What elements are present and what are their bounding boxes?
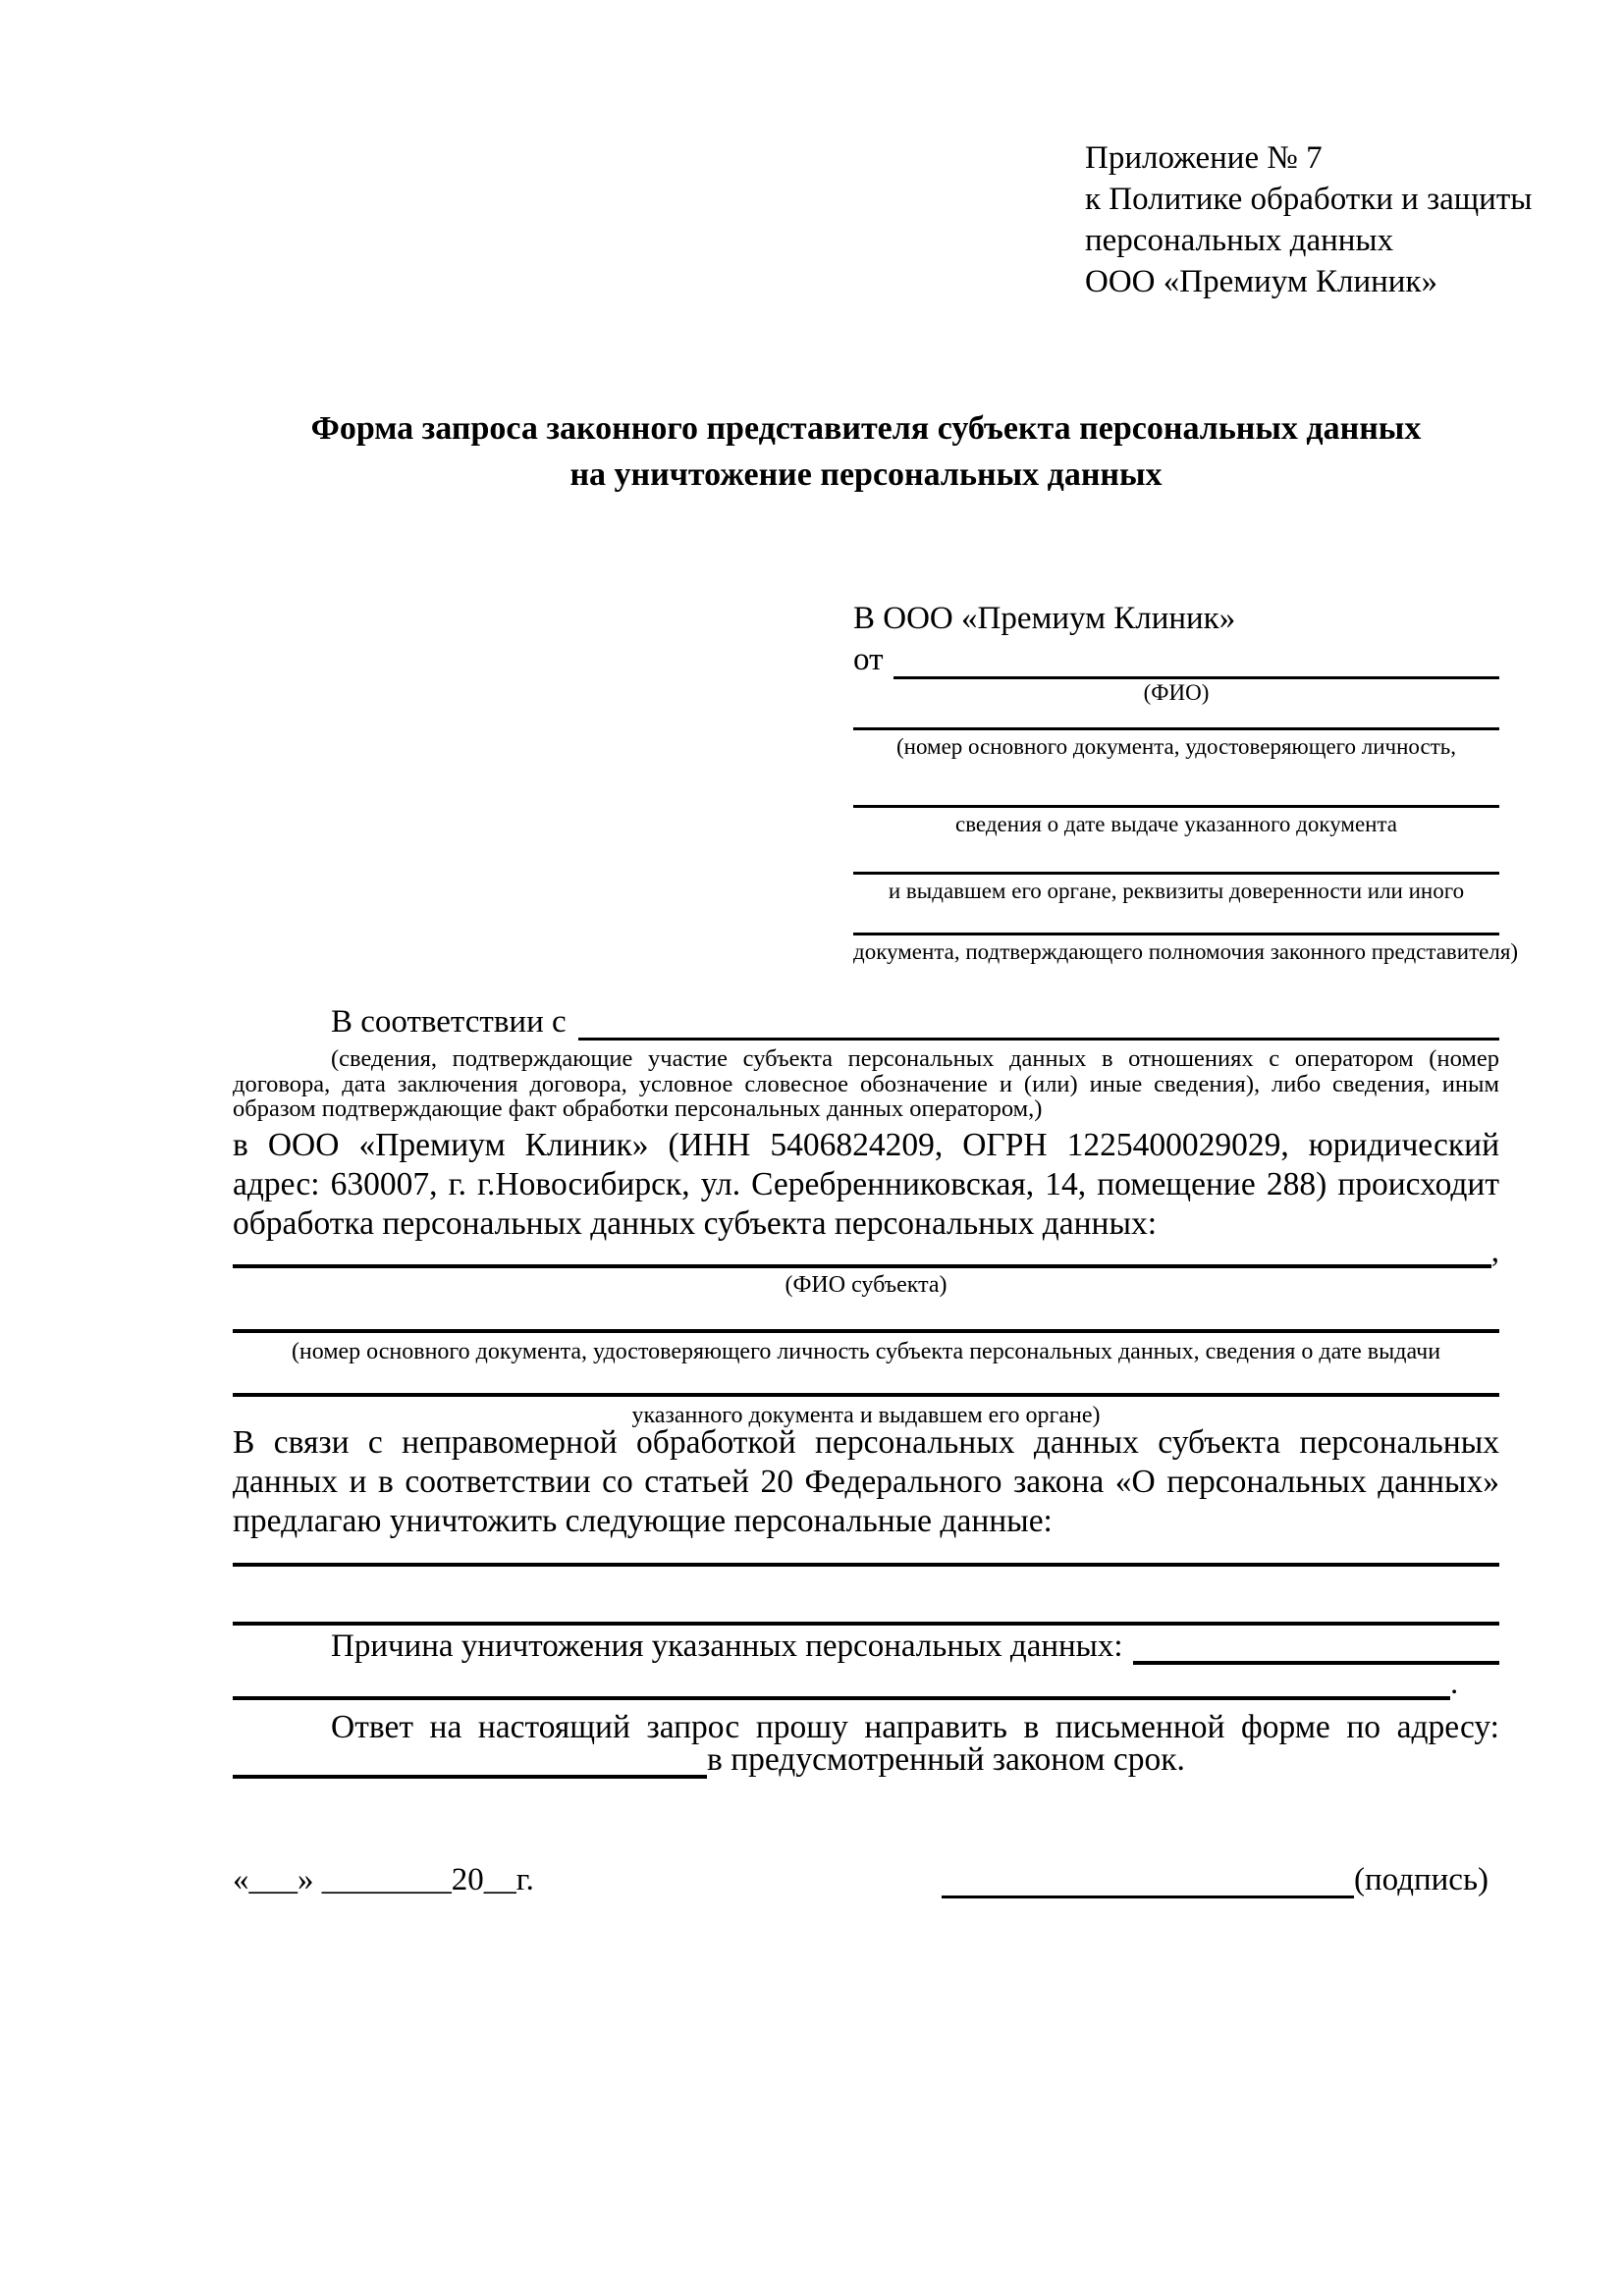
doc-number-field	[853, 727, 1499, 760]
reason-period: .	[1450, 1666, 1459, 1701]
address-fill-line	[233, 1739, 707, 1779]
fill-line	[853, 933, 1499, 935]
title-line-1: Форма запроса законного представителя субъекта персональных данных	[310, 410, 1422, 447]
reason-label: Причина уничтожения указанных персональных данных:	[331, 1629, 1123, 1664]
doc-issuer-field	[853, 872, 1499, 904]
accordance-row	[233, 1003, 1499, 1041]
doc-authority-field	[853, 933, 1519, 965]
doc-date-field	[853, 805, 1499, 837]
subject-doc-caption-2: указанного документа и выдавшем его органе)	[631, 1403, 1101, 1428]
doc-caption-1: (номер основного документа, удостоверяющего личность,	[895, 734, 1456, 759]
fill-line	[853, 727, 1499, 730]
blank-fill-line-1	[233, 1563, 1499, 1567]
subject-fio-line-row	[233, 1229, 1499, 1268]
subject-doc-caption-1: (номер основного документа, удостоверяющего личность субъекта персональных данных, сведения о дате выдачи	[291, 1339, 1441, 1364]
accordance-caption: (сведения, подтверждающие участие субъекта персональных данных в отношениях с оператором (номер договора, дата заключения договора, условное словесное обозначение и (или) иные сведения), либо сведения, иным образом подтверждающие факт обработки персональных данных оператором,)	[233, 1045, 1499, 1122]
reason-line-2-row	[233, 1665, 1499, 1700]
doc-caption-4: документа, подтверждающего полномочия законного представителя)	[853, 939, 1519, 964]
signature-caption: (подпись)	[1354, 1862, 1489, 1897]
signature-block	[942, 1861, 1489, 1898]
signature-line	[942, 1862, 1354, 1898]
answer-line-2-row	[233, 1743, 1499, 1779]
fill-line	[853, 805, 1499, 808]
doc-caption-3: и выдавшем его органе, реквизиты доверенности или иного	[888, 879, 1465, 903]
subject-fio-comma: ,	[1490, 1234, 1499, 1269]
date-line: «___» ________20__г.	[233, 1862, 534, 1897]
fio-caption: (ФИО)	[1143, 680, 1210, 705]
accordance-label: В соответствии с	[331, 1004, 567, 1040]
subject-fio-field	[233, 1229, 1499, 1299]
document-title	[233, 405, 1499, 498]
fill-line	[853, 872, 1499, 875]
annex-line: Приложение № 7	[1085, 140, 1323, 176]
answer-line-2-suffix: в предусмотренный законом срок.	[707, 1741, 1185, 1778]
blank-fill-line-2	[233, 1622, 1499, 1626]
annex-line: к Политике обработки и защиты	[1085, 182, 1533, 217]
addressee-block	[853, 599, 1519, 965]
addressee-to: В ООО «Премиум Клиник»	[853, 601, 1236, 636]
accordance-fill-line	[578, 1038, 1499, 1041]
reason-fill-line-2	[233, 1661, 1450, 1700]
annex-line: персональных данных	[1085, 223, 1394, 258]
subject-fio-line	[233, 1264, 1491, 1268]
subject-fio-caption: (ФИО субъекта)	[785, 1272, 947, 1298]
subject-doc-field-1	[233, 1329, 1499, 1365]
annex-line: ООО «Премиум Клиник»	[1085, 264, 1437, 299]
subject-doc-line-1	[233, 1329, 1499, 1333]
footer-row	[233, 1851, 1499, 1900]
title-line-2: на уничтожение персональных данных	[569, 456, 1163, 493]
from-label: от	[853, 642, 884, 677]
demand-paragraph: В связи с неправомерной обработкой персональных данных субъекта персональных данных и в соответствии со статьей 20 Федерального закона «О персональных данных» предлагаю уничтожить следующие персональные данные:	[233, 1424, 1499, 1539]
doc-caption-2: сведения о дате выдаче указанного документа	[954, 812, 1398, 836]
answer-line-1: Ответ на настоящий запрос прошу направить в письменной форме по адресу:	[331, 1709, 1499, 1745]
annex-note	[1085, 137, 1532, 302]
subject-doc-line-2	[233, 1393, 1499, 1397]
operator-paragraph: в ООО «Премиум Клиник» (ИНН 5406824209, ОГРН 1225400029029, юридический адрес: 630007, г. г.Новосибирск, ул. Серебренниковская, 14, помещение 288) происходит обработка персональных данных субъекта персональных данных:	[233, 1127, 1499, 1242]
from-row	[853, 638, 1499, 679]
reason-row	[233, 1629, 1499, 1665]
